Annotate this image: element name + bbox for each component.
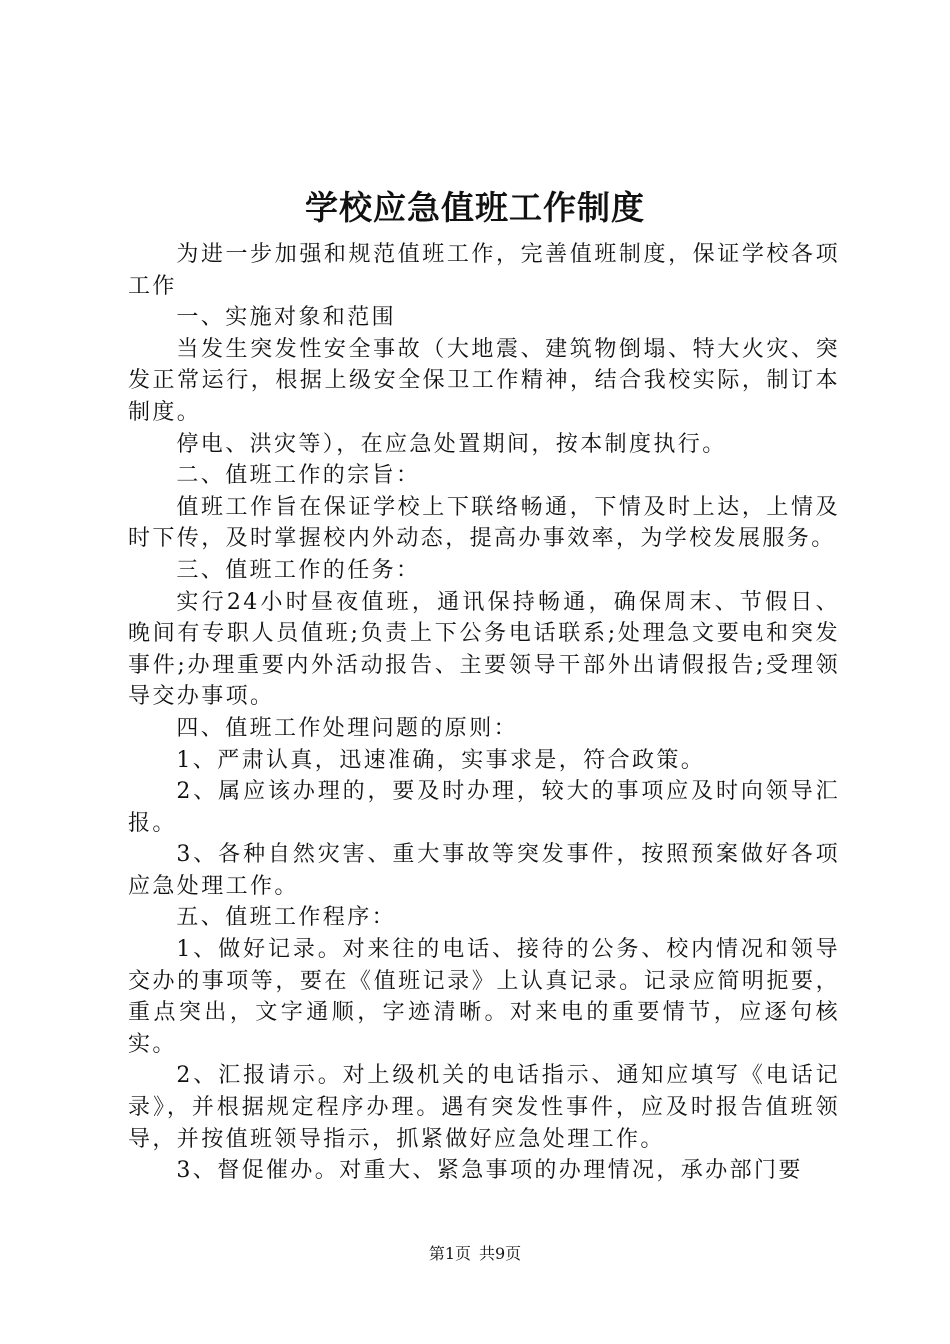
list-item: 3、督促催办。对重大、紧急事项的办理情况，承办部门要: [176, 1158, 803, 1184]
list-item: 1、做好记录。对来往的电话、接待的公务、校内情况和领导交办的事项等，要在《值班记录》上认真记录。记录应简明扼要，重点突出，文字通顺，字迹清晰。对来电的重要情节，应逐句核实。: [128, 937, 840, 1057]
paragraph: 当发生突发性安全事故（大地震、建筑物倒塌、特大火灾、突发正常运行，根据上级安全保卫工作精神，结合我校实际，制订本制度。: [128, 336, 840, 425]
list-item: 2、属应该办理的，要及时办理，较大的事项应及时向领导汇报。: [128, 779, 840, 836]
document-title: 学校应急值班工作制度: [305, 188, 645, 227]
section-heading: 二、值班工作的宗旨：: [176, 463, 421, 489]
paragraph: 为进一步加强和规范值班工作，完善值班制度，保证学校各项工作: [128, 242, 840, 299]
paragraph: 值班工作旨在保证学校上下联络畅通，下情及时上达，上情及时下传，及时掌握校内外动态，提高办事效率，为学校发展服务。: [128, 494, 840, 552]
page-number: 第1页: [428, 1244, 471, 1263]
section-heading: 五、值班工作程序：: [176, 905, 396, 931]
section-heading: 一、实施对象和范围: [176, 305, 396, 331]
list-item: 2、汇报请示。对上级机关的电话指示、通知应填写《电话记录》，并根据规定程序办理。遇有突发性事件，应及时报告值班领导，并按值班领导指示，抓紧做好应急处理工作。: [128, 1063, 840, 1152]
list-item: 1、严肃认真，迅速准确，实事求是，符合政策。: [176, 747, 706, 773]
document-body: [128, 239, 840, 1187]
paragraph: 实行24小时昼夜值班，通讯保持畅通，确保周末、节假日、晚间有专职人员值班;负责上下公务电话联系;处理急文要电和突发事件;办理重要内外活动报告、主要领导干部外出请假报告;受理领导交办事项。: [128, 589, 840, 710]
page-footer: [0, 1243, 950, 1265]
paragraph: 停电、洪灾等），在应急处置期间，按本制度执行。: [176, 431, 727, 457]
section-heading: 三、值班工作的任务：: [176, 557, 421, 583]
list-item: 3、各种自然灾害、重大事故等突发事件，按照预案做好各项应急处理工作。: [128, 842, 840, 899]
page-total: 共9页: [479, 1244, 522, 1263]
section-heading: 四、值班工作处理问题的原则：: [176, 715, 518, 741]
